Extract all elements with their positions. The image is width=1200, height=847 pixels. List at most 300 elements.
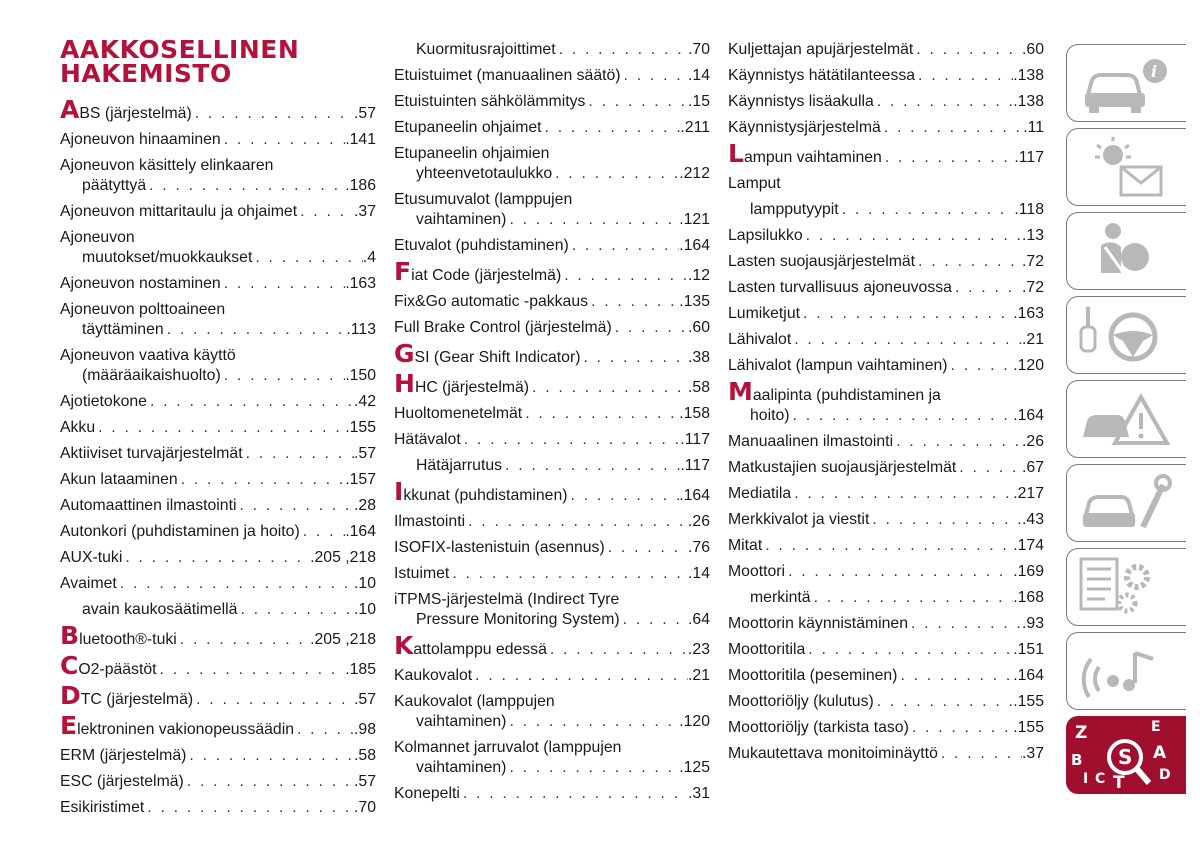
index-entry[interactable] [728,139,1044,168]
leader-dots [585,92,688,112]
page-number: .205 ,218 [310,631,376,648]
index-entry-label: Käynnistysjärjestelmä [728,119,881,136]
leader-dots [791,330,1022,350]
leader-dots [800,304,1013,324]
index-entry[interactable] [394,257,710,286]
index-entry-label: iTPMS-järjestelmä (Indirect Tyre [394,591,620,608]
leader-dots [221,274,346,294]
index-entry[interactable] [60,346,376,386]
tab-maintenance[interactable] [1066,464,1186,542]
index-entry-label: Manuaalinen ilmastointi [728,433,894,450]
page-number: .26 [688,513,710,530]
index-entry-label: Lapsilukko [728,227,803,244]
index-entry-label [60,621,177,650]
index-entry[interactable] [60,228,376,268]
leader-dots [915,66,1013,86]
index-entry-label: Akku [60,419,96,436]
page-number: .120 [679,713,710,730]
page-number: .155 [1013,693,1044,710]
leader-dots [762,536,1013,556]
index-entry-label: Istuimet [394,565,450,582]
index-entry-label: Merkkivalot ja viestit [728,511,870,528]
leader-dots [522,404,679,424]
page-number: .10 [354,575,376,592]
index-initial-letter: F [394,257,412,286]
index-entry[interactable] [728,252,1044,272]
index-entry[interactable] [728,66,1044,86]
page-number: .58 [688,379,710,396]
page-number: .4 [362,249,376,266]
index-entry[interactable] [728,666,1044,686]
index-entry[interactable] [60,470,376,490]
airbag-passenger-icon [1077,217,1173,287]
index-entry[interactable] [394,590,710,630]
index-entry[interactable] [394,318,710,338]
leader-dots [177,630,310,650]
index-entry[interactable] [60,274,376,294]
index-entry-label: Moottoriöljy (kulutus) [728,693,874,710]
page-number: .155 [345,419,376,436]
leader-dots [915,252,1022,272]
leader-dots [460,784,688,804]
page-number: .67 [1022,459,1044,476]
leader-dots [542,118,681,138]
leader-dots [502,456,680,476]
leader-dots [893,432,1022,452]
leader-dots [252,248,362,268]
index-entry[interactable] [60,418,376,438]
index-entry[interactable] [394,456,710,476]
index-entry-label [728,377,941,406]
index-entry-label-rest: O2-päästöt [78,661,157,678]
leader-dots [243,444,354,464]
tab-emergency[interactable] [1066,380,1186,458]
multimedia-note-icon [1077,637,1173,707]
index-entry-label: Kuljettajan apujärjestelmät [728,41,914,58]
index-entry-label: Etusumuvalot (lamppujen [394,191,573,208]
index-entry-label-rest: HC (järjestelmä) [414,379,530,396]
index-entry-label: Ajotietokone [60,393,147,410]
index-entry[interactable] [728,614,1044,634]
leader-dots [465,512,688,532]
index-entry[interactable] [394,784,710,804]
index-entry[interactable] [728,432,1044,452]
tab-multimedia[interactable] [1066,632,1186,710]
page-number: .98 [354,721,376,738]
index-entry-label: Huoltomenetelmät [394,405,523,422]
page-number: .58 [354,747,376,764]
index-entry-label: Avaimet [60,575,117,592]
index-entry[interactable] [394,738,710,778]
index-entry-label: Aktiiviset turvajärjestelmät [60,445,243,462]
index-entry-label: Ajoneuvon käsittely elinkaaren [60,157,274,174]
page-number: .174 [1013,537,1044,554]
page-number: .138 [1013,93,1044,110]
leader-dots [569,236,680,256]
index-entry-label [394,339,581,368]
page-number: .185 [345,661,376,678]
car-service-wrench-icon [1077,469,1173,539]
index-entry-label: Lähivalot [728,331,792,348]
index-entry[interactable] [394,66,710,86]
index-entry[interactable] [728,718,1044,738]
index-entry-label: Ajoneuvon hinaaminen [60,131,221,148]
index-entry-label-rest: SI (Gear Shift Indicator) [414,349,581,366]
heading-line-2: HAKEMISTO [60,59,232,88]
leader-dots [192,104,354,124]
index-entry[interactable] [394,339,710,368]
index-entry-label-rest: TC (järjestelmä) [80,691,194,708]
index-entry[interactable] [394,631,710,660]
index-entry[interactable] [394,190,710,230]
page-number: .43 [1022,511,1044,528]
page-number: .186 [345,177,376,194]
index-entry[interactable] [728,458,1044,478]
leader-dots [95,418,345,438]
tab-starting-driving[interactable] [1066,296,1186,374]
index-entry-label: Hätävalot [394,431,461,448]
leader-dots [297,202,354,222]
index-entry[interactable] [60,300,376,340]
leader-dots [811,588,1014,608]
index-entry[interactable] [60,444,376,464]
page-number: .26 [1022,433,1044,450]
index-entry-label: Lamput [728,175,781,192]
index-entry-label: Lähivalot (lampun vaihtaminen) [728,357,948,374]
index-entry-label: Kaukovalot [394,667,473,684]
page-number: .93 [1022,615,1044,632]
leader-dots [529,378,688,398]
index-entry-label: Etupaneelin ohjaimet [394,119,542,136]
index-entry-label: Lasten suojausjärjestelmät [728,253,916,270]
index-entry[interactable] [728,510,1044,530]
index-initial-letter: M [728,377,753,406]
page-number: .12 [688,267,710,284]
page-number: .72 [1022,253,1044,270]
index-entry[interactable] [60,548,376,568]
index-entry[interactable] [394,538,710,558]
leader-dots [561,266,688,286]
index-entry-label-rest: kkunat (puhdistaminen) [403,487,568,504]
index-entry-label: täyttäminen [82,321,164,338]
index-entry-label [394,369,530,398]
leader-dots [449,564,688,584]
tab-letter: I [1083,771,1089,787]
index-entry[interactable] [728,588,1044,608]
page-number: .10 [354,601,376,618]
page-number: .37 [354,203,376,220]
index-entry[interactable] [60,496,376,516]
index-entry-label: Autonkori (puhdistaminen ja hoito) [60,523,300,540]
index-entry-label: Mitat [728,537,763,554]
page-number: .118 [1014,201,1044,218]
leader-dots [913,40,1022,60]
index-entry-label: Matkustajien suojausjärjestelmät [728,459,957,476]
index-entry[interactable] [60,681,376,710]
key-steering-wheel-icon [1077,301,1173,371]
page-number: .14 [688,67,710,84]
index-entry[interactable] [394,477,710,506]
page-number: .163 [345,275,376,292]
heading-line-1: AAKKOSELLINEN [60,35,300,64]
page-number: .13 [1022,227,1044,244]
index-entry[interactable] [394,144,710,184]
index-entry-label: Moottori [728,563,786,580]
leader-dots [621,66,688,86]
page-number: .205 ,218 [310,549,376,566]
index-entry[interactable] [60,798,376,818]
index-entry[interactable] [728,744,1044,764]
index-entry[interactable] [60,621,376,650]
index-entry[interactable] [394,692,710,732]
index-entry-label: lampputyypit [750,201,839,218]
leader-dots [612,318,688,338]
index-entry[interactable] [394,369,710,398]
index-entry[interactable] [60,651,376,680]
page-number: .155 [1013,719,1044,736]
index-entry-label-rest: luetooth®-tuki [79,631,177,648]
page-number: .113 [346,321,376,338]
index-entry-label: Ajoneuvon nostaminen [60,275,221,292]
index-entry[interactable] [60,202,376,222]
page-number: .57 [354,773,376,790]
index-entry-label: päätyttyä [82,177,147,194]
page-number: .212 [679,165,710,182]
page-number: .164 [679,487,710,504]
index-entry-label: Full Brake Control (järjestelmä) [394,319,612,336]
leader-dots [146,176,345,196]
page-number: .168 [1013,589,1044,606]
page-number: .164 [1013,667,1044,684]
index-entry[interactable] [728,356,1044,376]
index-initial-letter: A [60,95,80,124]
index-entry[interactable] [728,40,1044,60]
index-entry-label [394,631,547,660]
page-number: .21 [688,667,710,684]
index-entry[interactable] [728,278,1044,298]
leader-dots [122,548,310,568]
index-initial-letter: L [728,139,744,168]
index-entry-label: Lasten turvallisuus ajoneuvossa [728,279,952,296]
leader-dots [147,392,354,412]
index-entry-label [60,95,192,124]
index-entry-label: AUX-tuki [60,549,123,566]
index-entry-label: Moottorin käynnistäminen [728,615,908,632]
index-entry[interactable] [60,156,376,196]
page-number: .60 [1022,41,1044,58]
leader-dots [237,600,354,620]
index-entry[interactable] [728,536,1044,556]
index-entry-label [394,477,568,506]
index-entry-label-rest: lektroninen vakionopeussäädin [77,721,294,738]
index-entry[interactable] [60,711,376,740]
leader-dots [144,798,354,818]
index-entry[interactable] [728,640,1044,660]
index-entry-label: ESC (järjestelmä) [60,773,184,790]
leader-dots [568,486,680,506]
leader-dots [874,692,1014,712]
index-entry-label-rest: aalipinta (puhdistaminen ja [752,387,941,404]
leader-dots [897,666,1013,686]
page-number: .38 [688,349,710,366]
leader-dots [552,164,679,184]
leader-dots [588,292,679,312]
leader-dots [882,148,1015,168]
technical-data-gears-icon [1077,553,1173,623]
tab-warning-lights[interactable] [1066,128,1186,206]
leader-dots [881,118,1023,138]
page-number: .217 [1013,485,1044,502]
page-number: .121 [679,211,710,228]
index-entry[interactable] [60,574,376,594]
tab-safety[interactable] [1066,212,1186,290]
index-entry[interactable] [728,226,1044,246]
page-number: .135 [679,293,710,310]
index-entry[interactable] [728,377,1044,426]
index-entry[interactable] [394,236,710,256]
index-entry-label: Etuistuinten sähkölämmitys [394,93,586,110]
page-number: .158 [679,405,710,422]
index-entry-label: hoito) [750,407,790,424]
leader-dots [805,640,1013,660]
page-number: .72 [1022,279,1044,296]
index-entry-label-rest: ampun vaihtaminen [743,149,882,166]
leader-dots [178,470,346,490]
page-number: .64 [688,611,710,628]
index-initial-letter: I [394,477,404,506]
leader-dots [184,772,354,792]
page-number: .31 [688,785,710,802]
index-entry-label: Pressure Monitoring System) [416,611,620,628]
index-initial-letter: E [60,711,78,740]
index-entry[interactable] [394,292,710,312]
tab-alphabetical-index[interactable] [1066,716,1186,794]
index-entry[interactable] [60,130,376,150]
leader-dots [164,320,347,340]
index-entry[interactable] [728,484,1044,504]
page-number: .70 [354,799,376,816]
car-info-icon [1077,49,1173,119]
leader-dots [186,746,354,766]
index-entry-label: ISOFIX-lastenistuin (asennus) [394,539,605,556]
tab-letter: D [1159,767,1171,783]
index-initial-letter: K [394,631,414,660]
index-entry[interactable] [394,92,710,112]
index-entry[interactable] [394,666,710,686]
index-entry[interactable] [728,200,1044,220]
tab-letter: A [1153,743,1167,763]
tab-technical-data[interactable] [1066,548,1186,626]
page-number: .14 [688,565,710,582]
index-entry[interactable] [394,118,710,138]
page-number: .164 [679,237,710,254]
index-entry-label: Ajoneuvon polttoaineen [60,301,226,318]
index-entry[interactable] [728,330,1044,350]
index-entry[interactable] [728,692,1044,712]
index-initial-letter: H [394,369,415,398]
index-entry-label [60,711,294,740]
index-entry[interactable] [60,95,376,124]
index-entry-label: Etuistuimet (manuaalinen säätö) [394,67,621,84]
index-entry-label: Käynnistys hätätilanteessa [728,67,916,84]
tab-car-info[interactable] [1066,44,1186,122]
index-entry[interactable] [394,40,710,60]
page-number: .125 [679,759,710,776]
index-heading [60,35,300,88]
index-entry[interactable] [60,600,376,620]
index-entry-label: muutokset/muokkaukset [82,249,253,266]
page-number: .11 [1023,119,1044,136]
tab-letter: Z [1075,723,1088,743]
index-entry[interactable] [728,174,1044,194]
leader-dots [909,718,1013,738]
index-entry[interactable] [728,304,1044,324]
tab-letter: C [1095,771,1106,787]
index-entry-label: Kuormitusrajoittimet [416,41,556,58]
index-column-1 [60,96,376,824]
page-number: .151 [1013,641,1044,658]
index-entry-label: Kaukovalot (lamppujen [394,693,555,710]
index-initial-letter: C [60,651,79,680]
leader-dots [461,430,681,450]
index-entry-label: yhteenvetotaulukko [416,165,553,182]
index-entry-label: Fix&Go automatic -pakkaus [394,293,589,310]
index-entry[interactable] [394,512,710,532]
index-entry-label: avain kaukosäätimellä [82,601,238,618]
leader-dots [157,660,346,680]
index-initial-letter: G [394,339,415,368]
index-entry-label: Käynnistys lisäakulla [728,93,874,110]
index-entry-label: Lumiketjut [728,305,800,322]
leader-dots [948,356,1014,376]
page-number: .163 [1013,305,1044,322]
index-column-2 [394,40,710,810]
page-number: .21 [1022,331,1044,348]
leader-dots [193,690,354,710]
index-entry[interactable] [394,430,710,450]
index-entry-label: Akun lataaminen [60,471,178,488]
index-entry-label: Moottoritila (peseminen) [728,667,898,684]
index-entry[interactable] [728,562,1044,582]
index-entry-label-rest: attolamppu edessä [413,641,547,658]
page-number: .150 [345,367,376,384]
index-entry[interactable] [394,404,710,424]
page-number: .23 [688,641,710,658]
index-entry-label: Ajoneuvon mittaritaulu ja ohjaimet [60,203,298,220]
index-entry[interactable] [60,522,376,542]
index-initial-letter: B [60,621,80,650]
index-entry-label: Automaattinen ilmastointi [60,497,237,514]
index-entry[interactable] [60,392,376,412]
warning-light-message-icon [1077,133,1173,203]
page-number: .169 [1013,563,1044,580]
leader-dots [605,538,688,558]
index-entry[interactable] [728,118,1044,138]
index-entry[interactable] [60,772,376,792]
index-entry-label: Ajoneuvon [60,229,135,246]
index-entry-label: Moottoriöljy (tarkista taso) [728,719,909,736]
index-entry-label [728,139,882,168]
page-number: .37 [1022,745,1044,762]
index-entry[interactable] [728,92,1044,112]
page-number: .138 [1013,67,1044,84]
index-entry[interactable] [394,564,710,584]
leader-dots [506,712,679,732]
index-entry[interactable] [60,746,376,766]
page-number: .76 [688,539,710,556]
page-number: .117 [680,431,710,448]
index-entry-label: Ajoneuvon vaativa käyttö [60,347,236,364]
